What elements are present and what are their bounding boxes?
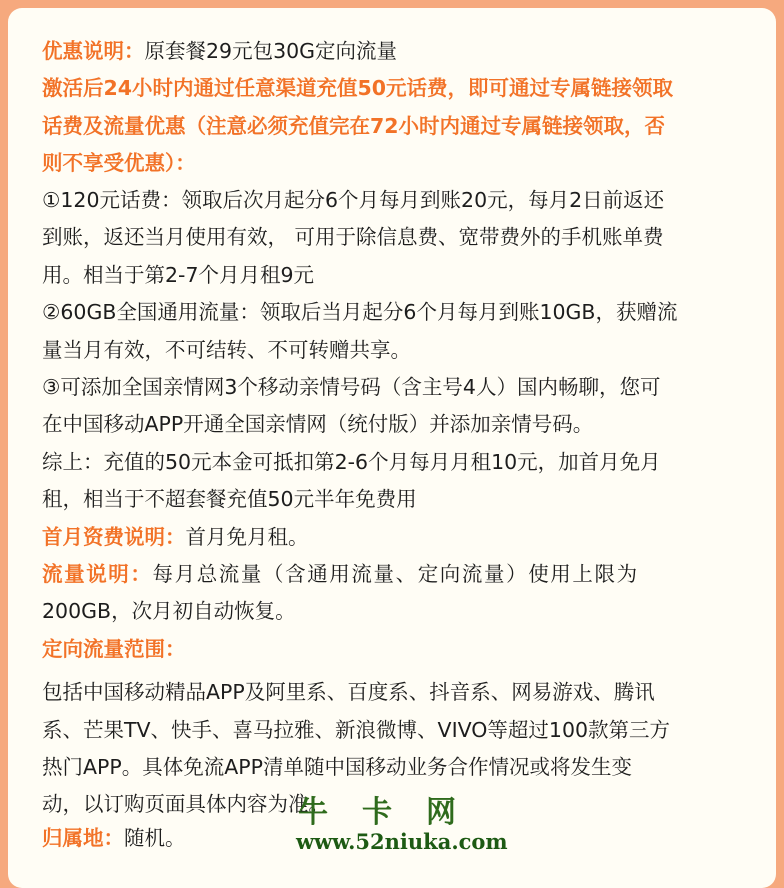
scope-line: 动，以订购页面具体内容为准。 bbox=[42, 792, 329, 816]
discount-row bbox=[42, 41, 397, 62]
detail-line: ①120元话费：领取后次月起分6个月每月到账20元，每月2日前返还 bbox=[42, 188, 665, 212]
highlight-line: 激活后24小时内通过任意渠道充值50元话费，即可通过专属链接领取 bbox=[42, 76, 674, 100]
discount-label: 优惠说明： bbox=[42, 39, 145, 63]
location-row bbox=[42, 828, 186, 849]
scope-line: 系、芒果TV、快手、喜马拉雅、新浪微博、VIVO等超过100款第三方 bbox=[42, 718, 671, 742]
detail-line: 量当月有效，不可结转、不可转赠共享。 bbox=[42, 338, 411, 362]
scope-line: 热门APP。具体免流APP清单随中国移动业务合作情况或将发生变 bbox=[42, 755, 632, 779]
first-month-text: 首月免月租。 bbox=[185, 525, 309, 549]
detail-line: 用。相当于第2-7个月月租9元 bbox=[42, 263, 315, 287]
location-label: 归属地： bbox=[42, 826, 124, 850]
location-text: 随机。 bbox=[124, 826, 186, 850]
first-month-row bbox=[42, 527, 309, 548]
watermark-url: www.52niuka.com bbox=[296, 829, 508, 854]
traffic-text: 每月总流量（含通用流量、定向流量）使用上限为 bbox=[152, 562, 639, 586]
discount-text: 原套餐29元包30G定向流量 bbox=[144, 39, 398, 63]
detail-line: 到账，返还当月使用有效， 可用于除信息费、宽带费外的手机账单费 bbox=[42, 225, 664, 249]
watermark-logo: 牛卡网 bbox=[298, 795, 490, 830]
traffic-text-2: 200GB，次月初自动恢复。 bbox=[42, 599, 296, 623]
detail-line: 在中国移动APP开通全国亲情网（统付版）并添加亲情号码。 bbox=[42, 412, 594, 436]
highlight-line: 则不享受优惠）： bbox=[42, 151, 196, 175]
detail-line: 租，相当于不超套餐充值50元半年免费用 bbox=[42, 487, 417, 511]
highlight-line: 话费及流量优惠（注意必须充值完在72小时内通过专属链接领取，否 bbox=[42, 114, 666, 138]
detail-line: ②60GB全国通用流量：领取后当月起分6个月每月到账10GB，获赠流 bbox=[42, 300, 678, 324]
first-month-label: 首月资费说明： bbox=[42, 525, 186, 549]
scope-line: 包括中国移动精品APP及阿里系、百度系、抖音系、网易游戏、腾讯 bbox=[42, 680, 655, 704]
scope-label: 定向流量范围： bbox=[42, 637, 186, 661]
traffic-label: 流量说明： bbox=[42, 562, 153, 586]
traffic-row bbox=[42, 564, 639, 585]
detail-line: 综上：充值的50元本金可抵扣第2-6个月每月月租10元，加首月免月 bbox=[42, 450, 661, 474]
detail-line: ③可添加全国亲情网3个移动亲情号码（含主号4人）国内畅聊，您可 bbox=[42, 375, 661, 399]
